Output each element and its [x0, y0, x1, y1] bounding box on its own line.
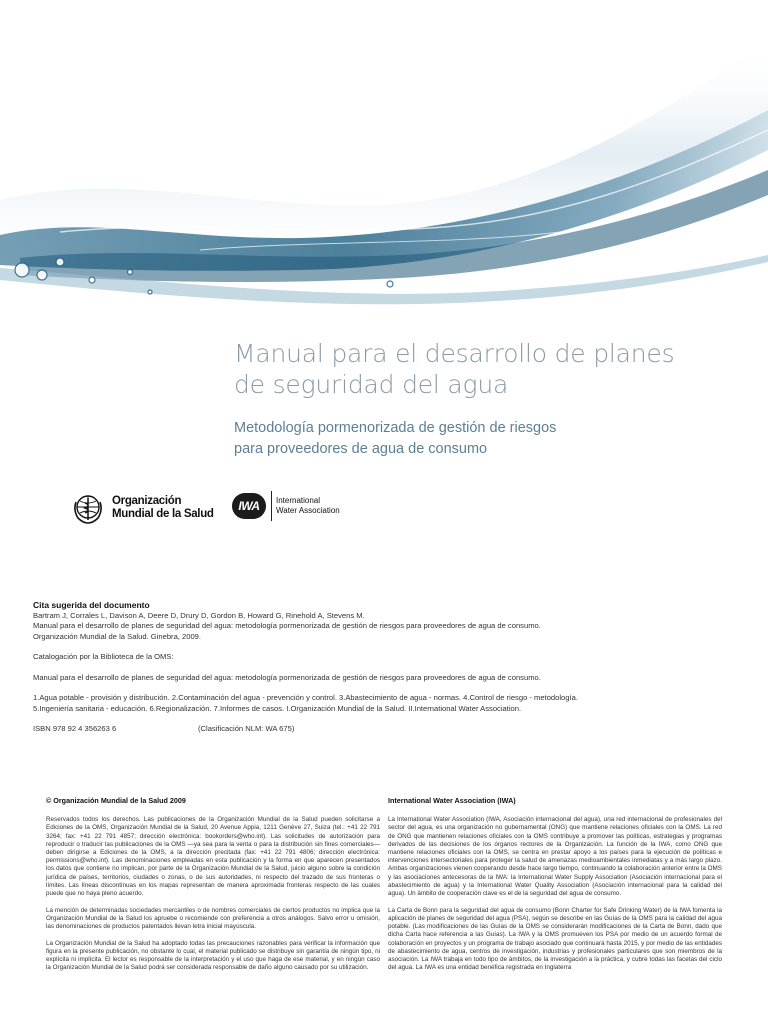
- who-name-line-1: Organización: [112, 495, 182, 507]
- iwa-column: [388, 797, 722, 981]
- subtitle-line-1: Metodología pormenorizada de gestión de riesgos: [234, 420, 557, 436]
- iwa-name-line-1: International: [276, 496, 321, 505]
- title-line-2: de seguridad del agua: [234, 370, 509, 399]
- citation-block: [33, 600, 733, 735]
- iwa-heading: International Water Association (IWA): [388, 796, 516, 805]
- copyright-paragraph: La Organización Mundial de la Salud ha adoptado todas las precauciones razonables para verificar la información que figura en la presente publicación, no obstante lo cual, el material publicado se distribuye sin garantía de ningún tipo, ni explícita ni implícita. El lector es responsable de la interpretación y el uso que haga de ese material, y en ningún caso la Organización Mundial de la Salud podrá ser considerada responsable de daño alguno causado por su utilización.: [46, 939, 380, 972]
- iwa-paragraph: La Carta de Bonn para la seguridad del agua de consumo (Bonn Charter for Safe Drinking Water) de la IWA fomenta la aplicación de planes de seguridad del agua (PSA), según se describe en las Guías de la OMS para la calidad del agua potable. (Las modificaciones de las Guías de la OMS se considerarán modificaciones de la Carta de Bonn, dado que dicha Carta hace referencia a las Guías). La IWA y la OMS promueven los PSA por medio de un acuerdo formal de colaboración en proyectos y un programa de trabajo asociado que continuará hasta 2015, y por medio de las entidades de abastecimiento de agua, centros de investigación, industrias y profesionales particulares que son miembros de la asociación. La IWA trabaja en todo tipo de ámbitos, de la investigación a la práctica, y cubre todas las facetas del ciclo del agua. La IWA es una entidad benéfica registrada en Inglaterra: [388, 906, 722, 972]
- document-subtitle: [234, 418, 754, 460]
- isbn-line: [33, 724, 733, 735]
- catalog-title: Manual para el desarrollo de planes de seguridad del agua: metodología pormenorizada de gestión de riesgos para proveedores de agua de consumo.: [33, 672, 541, 682]
- citation-line: Organización Mundial de la Salud. Ginebra, 2009.: [33, 631, 202, 641]
- iwa-name-line-2: Water Association: [276, 506, 340, 515]
- copyright-paragraph: La mención de determinadas sociedades mercantiles o de nombres comerciales de ciertos productos no implica que la Organización Mundial de la Salud los apruebe o recomiende con preferencia a otros análogos. Salvo error u omisión, las denominaciones de productos patentados llevan letra inicial mayúscula.: [46, 906, 380, 931]
- citation-line: Bartram J, Corrales L, Davison A, Deere D, Drury D, Gordon B, Howard G, Rinehold A, Stevens M.: [33, 610, 365, 620]
- citation-line: Manual para el desarrollo de planes de seguridad del agua: metodología pormenorizada de gestión de riesgos para proveedores de agua de consumo.: [33, 621, 541, 630]
- copyright-heading: © Organización Mundial de la Salud 2009: [46, 796, 186, 805]
- who-emblem-icon: [70, 490, 106, 526]
- catalog-label: Catalogación por la Biblioteca de la OMS:: [33, 652, 174, 661]
- iwa-logo: [232, 490, 340, 522]
- catalog-subjects-1: 1.Agua potable - provisión y distribución. 2.Contaminación del agua - prevención y control. 3.Abastecimiento de agua - normas. 4.Control de riesgo - metodología.: [33, 693, 578, 702]
- who-logo: [70, 488, 214, 528]
- iwa-divider: [271, 491, 272, 521]
- citation-heading: Cita sugerida del documento: [33, 600, 150, 610]
- isbn: ISBN 978 92 4 356263 6: [33, 724, 117, 733]
- copyright-paragraph: Reservados todos los derechos. Las publicaciones de la Organización Mundial de la Salud pueden solicitarse a Ediciones de la OMS, Organización Mundial de la Salud, 20 Avenue Appia, 1211 Genève 27, Suiza (tel.: +41 22 791 3264; fax: +41 22 791 4857; dirección electrónica: bookorders@who.int). Las solicitudes de autorización para reproducir o traducir las publicaciones de la OMS —ya sea para la venta o para la distribución sin fines comerciales— deben dirigirse a Ediciones de la OMS, a la dirección precitada (fax: +41 22 791 4806; dirección electrónica: permissions@who.int). Las denominaciones empleadas en esta publicación y la forma en que aparecen presentados los datos que contiene no implican, por parte de la Organización Mundial de la Salud, juicio alguno sobre la condición jurídica de países, territorios, ciudades o zonas, o de sus autoridades, ni respecto del trazado de sus fronteras o límites. Las líneas discontinuas en los mapas representan de manera aproximada fronteras respecto de las cuales puede que no haya pleno acuerdo.: [46, 816, 380, 898]
- iwa-paragraph: La International Water Association (IWA, Asociación internacional del agua), una red internacional de profesionales del sector del agua, es una organización no gubernamental (ONG) que mantiene relaciones oficiales con la OMS. La red de ONG que mantienen relaciones oficiales con la OMS contribuye a promover las políticas, estrategias y programas derivados de las decisiones de los órganos rectores de la Organización. La función de la IWA, como ONG que mantiene relaciones oficiales con la OMS, se centra en prestar apoyo a los países para la ejecución de políticas e intervenciones intersectoriales para proteger la salud de amenazas medioambientales inmediatas y a más largo plazo. Ambas organizaciones vienen cooperando desde hace largo tiempo, continuando la colaboración anterior entre la OMS y las asociaciones antecesoras de la IWA: la International Water Supply Association (Asociación internacional para el abastecimiento de agua) y la International Water Quality Association (Asociación internacional para la calidad del agua). Un ámbito de cooperación clave es el de la seguridad del agua de consumo.: [388, 816, 722, 898]
- nlm-classification: (Clasificación NLM: WA 675): [198, 724, 295, 733]
- subtitle-line-2: para proveedores de agua de consumo: [234, 441, 488, 457]
- iwa-mark-text: IWA: [238, 499, 260, 513]
- copyright-column: [46, 797, 380, 981]
- title-line-1: Manual para el desarrollo de planes: [234, 339, 675, 368]
- catalog-subjects-2: 5.Ingeniería sanitaria - educación. 6.Regionalización. 7.Informes de casos. I.Organización Mundial de la Salud. II.International Water Association.: [33, 703, 522, 713]
- who-name-line-2: Mundial de la Salud: [112, 508, 214, 520]
- document-title: [234, 338, 754, 400]
- water-splash-image: [0, 0, 768, 330]
- iwa-mark-icon: [232, 493, 266, 519]
